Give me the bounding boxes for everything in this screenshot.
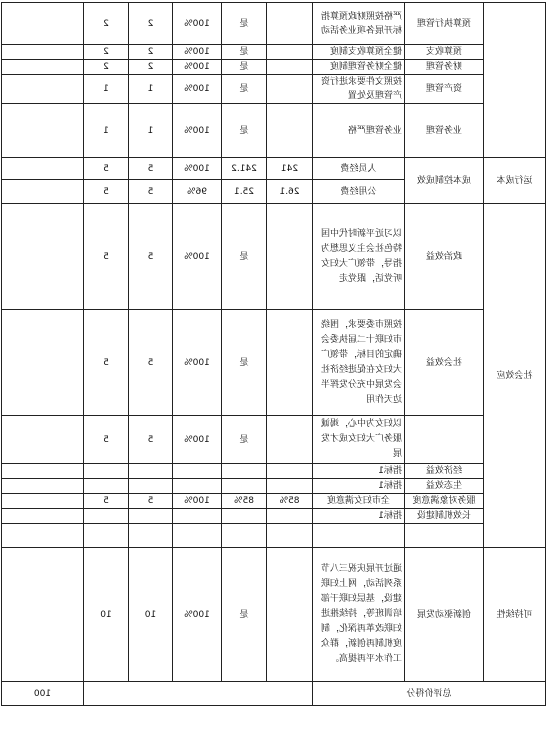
rate-cell: 100% (173, 548, 222, 682)
rate-cell: 100% (173, 60, 222, 75)
rate-cell: 100% (173, 494, 222, 509)
indicator-desc: 指标1 (313, 509, 405, 524)
score-cell: 2 (84, 60, 129, 75)
rate-cell: 100% (173, 104, 222, 158)
table-row (2, 479, 546, 494)
table-row (2, 104, 546, 158)
score-cell: 5 (84, 180, 129, 204)
indicator-label: 业务管理 (405, 104, 484, 158)
category-cell: 可持续性 (484, 548, 546, 682)
done-cell: 是 (222, 204, 267, 310)
indicator-desc: 公用经费 (313, 180, 405, 204)
table-row (2, 204, 546, 310)
done-cell: 是 (222, 310, 267, 416)
weight-cell: 1 (129, 104, 173, 158)
done-cell: 是 (222, 416, 267, 464)
total-score: 100 (2, 682, 84, 706)
table-row (2, 416, 546, 464)
indicator-label: 经济效益 (405, 464, 484, 479)
weight-cell: 5 (129, 310, 173, 416)
indicator-label: 长效机制建设 (405, 509, 484, 524)
weight-cell: 1 (129, 75, 173, 104)
plan-cell (267, 3, 313, 45)
score-cell: 1 (84, 75, 129, 104)
table-row (2, 310, 546, 416)
indicator-desc: 以习近平新时代中国特色社会主义思想为指导，带领广大妇女听党话，跟党走 (313, 204, 405, 310)
indicator-label: 预算收支 (405, 45, 484, 60)
done-cell: 是 (222, 75, 267, 104)
indicator-label: 政治效益 (405, 204, 484, 310)
indicator-label: 生态效益 (405, 479, 484, 494)
indicator-desc: 业务管理严格 (313, 104, 405, 158)
indicator-label: 成本控制成效 (405, 158, 484, 204)
score-cell: 5 (84, 310, 129, 416)
note-cell (2, 3, 84, 45)
actual-cell: 241.2 (222, 158, 267, 180)
weight-cell: 5 (129, 158, 173, 180)
plan-cell: 26.1 (267, 180, 313, 204)
score-cell: 2 (84, 3, 129, 45)
actual-cell: 85% (222, 494, 267, 509)
score-cell: 10 (84, 548, 129, 682)
indicator-label: 财务管理 (405, 60, 484, 75)
weight-cell: 5 (129, 494, 173, 509)
indicator-desc: 按照市委要求，围绕市妇联十二届执委会确定的目标，带领广大妇女在促进经济社会发展中充分发挥半边天作用 (313, 310, 405, 416)
category-cell: 运行成本 (484, 158, 546, 204)
table-row (2, 60, 546, 75)
done-cell: 是 (222, 45, 267, 60)
weight-cell: 10 (129, 548, 173, 682)
table-row (2, 464, 546, 479)
indicator-desc: 以妇女为中心，竭诚服务广大妇女成才发展 (313, 416, 405, 464)
weight-cell: 2 (129, 45, 173, 60)
score-cell: 5 (84, 494, 129, 509)
score-cell: 5 (84, 204, 129, 310)
weight-cell: 5 (129, 416, 173, 464)
rate-cell: 100% (173, 310, 222, 416)
rate-cell: 100% (173, 158, 222, 180)
category-cell (484, 3, 546, 158)
indicator-desc: 通过开展庆祝三八节系列活动，网上妇联建设，基层妇联干部培训班等，持续推进妇联改革再深化，制度机制再创新，群众工作水平再提高。 (313, 548, 405, 682)
done-cell: 是 (222, 548, 267, 682)
category-cell: 社会效应 (484, 204, 546, 548)
done-cell: 是 (222, 3, 267, 45)
done-cell: 是 (222, 104, 267, 158)
table-row (2, 75, 546, 104)
rate-cell: 96% (173, 180, 222, 204)
actual-cell: 25.1 (222, 180, 267, 204)
table-row (2, 45, 546, 60)
target-cell: 85% (267, 494, 313, 509)
indicator-label: 创新驱动发展 (405, 548, 484, 682)
weight-cell: 2 (129, 60, 173, 75)
indicator-desc: 全市妇女满意度 (313, 494, 405, 509)
plan-cell: 241 (267, 158, 313, 180)
indicator-label: 预算执行管理 (405, 3, 484, 45)
table-row (2, 158, 546, 180)
rate-cell: 100% (173, 45, 222, 60)
rate-cell: 100% (173, 416, 222, 464)
indicator-desc: 健全预算收支制度 (313, 45, 405, 60)
indicator-desc: 严格按照财政预算指标开展各项业务活动 (313, 3, 405, 45)
table-row (2, 548, 546, 682)
weight-cell: 2 (129, 3, 173, 45)
performance-table (1, 2, 546, 706)
score-cell: 5 (84, 416, 129, 464)
indicator-desc: 人员经费 (313, 158, 405, 180)
rate-cell: 100% (173, 75, 222, 104)
indicator-desc: 指标1 (313, 464, 405, 479)
rate-cell: 100% (173, 3, 222, 45)
rate-cell: 100% (173, 204, 222, 310)
indicator-desc: 按照文件要求进行资产管理及处置 (313, 75, 405, 104)
table-row (2, 494, 546, 509)
total-spacer (84, 682, 313, 706)
weight-cell: 5 (129, 180, 173, 204)
table-row (2, 3, 546, 45)
score-cell: 1 (84, 104, 129, 158)
table-row (2, 524, 546, 548)
score-cell: 2 (84, 45, 129, 60)
score-cell: 5 (84, 158, 129, 180)
done-cell: 是 (222, 60, 267, 75)
weight-cell: 5 (129, 204, 173, 310)
indicator-label: 服务对象满意度 (405, 494, 484, 509)
indicator-desc: 健全财务管理制度 (313, 60, 405, 75)
indicator-label: 资产管理 (405, 75, 484, 104)
table-row (2, 509, 546, 524)
total-label: 总评价得分 (313, 682, 546, 706)
indicator-label: 社会效益 (405, 310, 484, 416)
total-row (2, 682, 546, 706)
indicator-desc: 指标1 (313, 479, 405, 494)
